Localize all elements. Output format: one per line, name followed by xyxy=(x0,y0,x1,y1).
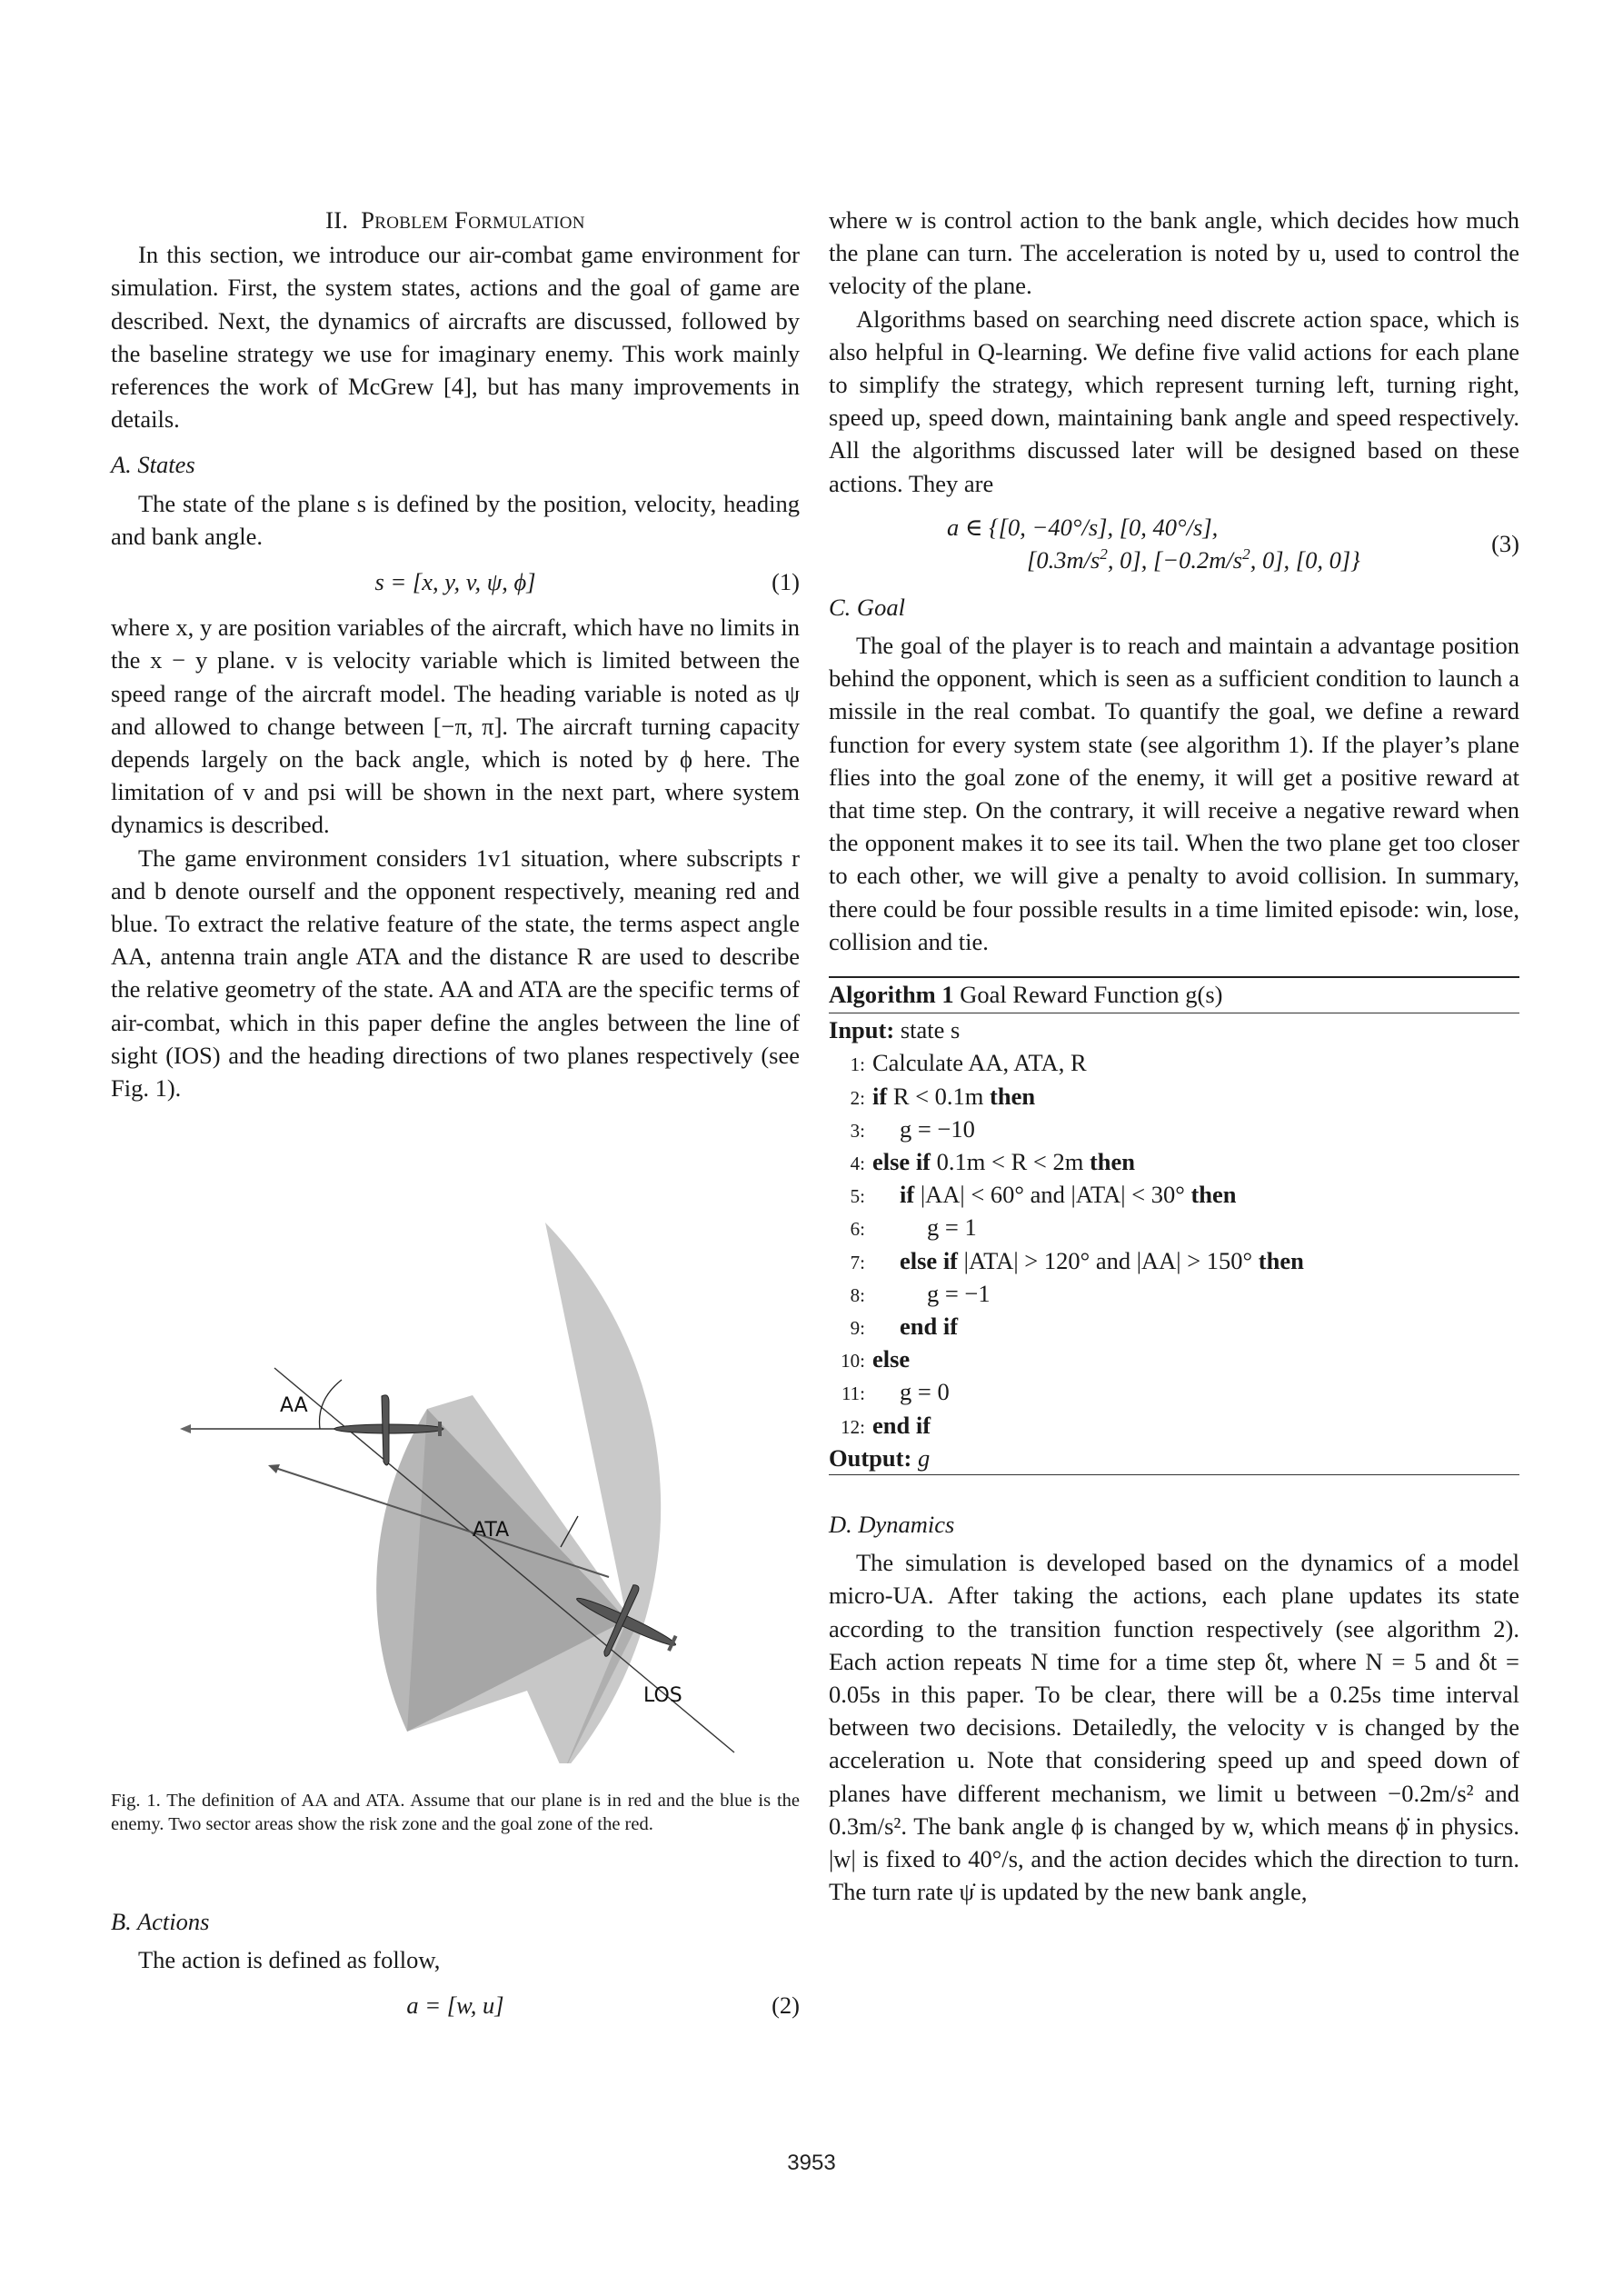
goal-heading: C. Goal xyxy=(829,593,905,621)
algorithm-line: 12: end if xyxy=(841,1411,931,1439)
algorithm-output: Output: g xyxy=(829,1443,931,1472)
actions-heading: B. Actions xyxy=(111,1908,210,1935)
states-paragraph-1: The state of the plane s is defined by the position, velocity, heading and bank angle. xyxy=(111,489,800,550)
section-numeral: II. xyxy=(325,206,349,234)
equation-3-line-2: [$0.3m/s^2$, 0], [$-0.2m/s^2$, 0], [0, 0]} xyxy=(1027,545,1360,574)
algorithm-input: Input: state s xyxy=(829,1016,961,1044)
intro-paragraph: In this section, we introduce our air-combat game environment for simulation. First, the system states, actions and the goal of game are described. Next, the dynamics of aircrafts are discussed, followed by the baseline strategy we use for imaginary enemy. This work mainly references the work of McGrew [4], but has many improvements in details. xyxy=(111,241,800,434)
algorithm-title: Algorithm 1 Goal Reward Function g(s) xyxy=(829,978,1519,1013)
algorithm-line: 7: else if |ATA| > 120° and |AA| > 150° then xyxy=(850,1246,1304,1274)
section-title xyxy=(111,204,800,236)
actions-paragraph-1: The action is defined as follow, xyxy=(138,1946,441,1974)
equation-1-number: (1) xyxy=(772,568,800,596)
algorithm-line: 9: end if xyxy=(850,1312,959,1340)
states-heading: A. States xyxy=(111,451,195,479)
page-number: 3953 xyxy=(787,2151,836,2175)
algorithm-line: 10: else xyxy=(841,1345,911,1373)
algorithm-line: 1: Calculate AA, ATA, R xyxy=(850,1049,1087,1077)
goal-paragraph: The goal of the player is to reach and maintain a advantage position behind the opponent, which is seen as a sufficient condition to launch a missile in the real combat. To quantify the goal, we define a reward function for every system state (see algorithm 1). If the player’s plane flies into the goal zone of the enemy, it will get a positive reward at that time step. On the contrary, it will receive a negative reward when the opponent makes it to see its tail. When the two plane get too closer to each other, we will give a penalty to avoid collision. In summary, there could be four possible results in a time limited episode: win, lose, collision and tie. xyxy=(829,632,1519,955)
figure-1-diagram xyxy=(164,1218,745,1763)
equation-1 xyxy=(111,565,800,598)
equation-2 xyxy=(111,1989,800,2021)
ata-label: ATA xyxy=(473,1519,510,1542)
figure-1-caption: Fig. 1. The definition of AA and ATA. Assume that our plane is in red and the blue is the enemy. Two sector areas show the risk zone and the goal zone of the red. xyxy=(111,1791,800,1834)
equation-3 xyxy=(829,511,1519,584)
los-label: LOS xyxy=(643,1684,682,1707)
algorithm-line: 2: if R < 0.1m then xyxy=(850,1082,1036,1110)
aa-label: AA xyxy=(280,1394,308,1417)
algorithm-line: 6: g = 1 xyxy=(850,1213,977,1242)
equation-3-line-1: a ∈ {[0, −40°/s], [0, 40°/s], xyxy=(947,513,1219,541)
states-paragraph-2: where x, y are position variables of the aircraft, which have no limits in the x − y plane. v is velocity variable which is limited between the speed range of the aircraft model. The heading variable is noted as ψ and allowed to change between [−π, π]. The aircraft turning capacity depends largely on the back angle, which is noted by ϕ here. The limitation of v and psi will be shown in the next part, where system dynamics is described. xyxy=(111,614,800,839)
right-column xyxy=(829,204,1519,1908)
equation-3-number: (3) xyxy=(1491,529,1519,557)
dynamics-heading: D. Dynamics xyxy=(829,1510,955,1538)
equation-2-body: a = [w, u] xyxy=(406,1992,504,2020)
algorithm-line: 8: g = −1 xyxy=(850,1279,991,1307)
equation-2-number: (2) xyxy=(772,1992,800,2020)
actions-paragraph-2: where w is control action to the bank angle, which decides how much the plane can turn. The acceleration is noted by u, used to control the velocity of the plane. xyxy=(829,206,1519,300)
algorithm-line: 5: if |AA| < 60° and |ATA| < 30° then xyxy=(850,1181,1237,1209)
section-title-text: Problem Formulation xyxy=(361,206,585,234)
states-paragraph-3: The game environment considers 1v1 situation, where subscripts r and b denote ourself and the opponent respectively, meaning red and blue. To extract the relative feature of the state, the terms aspect angle AA, antenna train angle ATA and the distance R are used to describe the relative geometry of the state. AA and ATA are the specific terms of air-combat, which in this paper define the angles between the line of sight (IOS) and the heading directions of two planes respectively (see Fig. 1). xyxy=(111,844,800,1103)
dynamics-paragraph: The simulation is developed based on the dynamics of a model micro-UA. After taking the actions, each plane updates its state according to the transition function respectively (see algorithm 2). Each action repeats N time for a time step δt, where N = 5 and δt = 0.05s in this paper. To be clear, there will be a 0.25s time interval between two decisions. Detailedly, the velocity v is changed by the acceleration u. Note that considering speed up and speed down of planes have different mechanism, we limit u between −0.2m/s² and 0.3m/s². The bank angle ϕ is changed by w, which means ϕ̇ in physics. |w| is fixed to 40°/s, and the action decides which the direction to turn. The turn rate ψ̇ is updated by the new bank angle, xyxy=(829,1549,1519,1906)
equation-1-body: s = [x, y, v, ψ, ϕ] xyxy=(374,568,536,596)
actions-section xyxy=(111,1905,800,2035)
algorithm-line: 3: g = −10 xyxy=(850,1114,975,1143)
algorithm-line: 11: g = 0 xyxy=(841,1378,950,1406)
algorithm-line: 4: else if 0.1m < R < 2m then xyxy=(850,1148,1136,1176)
left-column xyxy=(111,204,800,1104)
algorithm-1 xyxy=(829,976,1519,1475)
actions-paragraph-3: Algorithms based on searching need discrete action space, which is also helpful in Q-learning. We define five valid actions for each plane to simplify the strategy, which represent turning left, turning right, speed up, speed down, maintaining bank angle and speed respectively. All the algorithms discussed later will be designed based on these actions. They are xyxy=(829,304,1519,497)
